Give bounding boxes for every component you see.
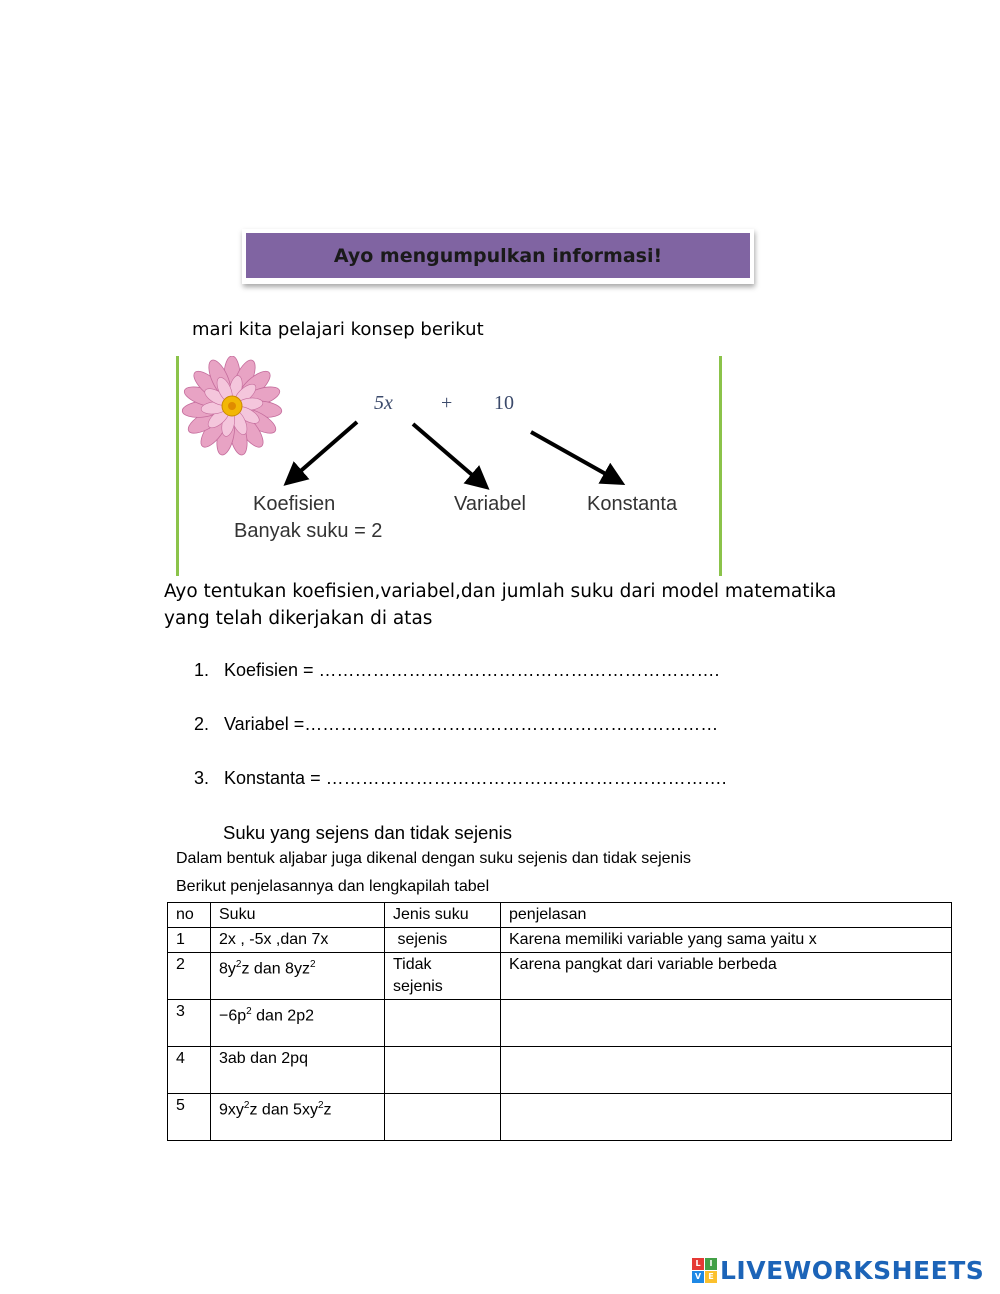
- header-no: no: [168, 903, 211, 928]
- cell-jenis-input[interactable]: [385, 1047, 501, 1094]
- section-heading: Suku yang sejens dan tidak sejenis: [223, 822, 512, 843]
- cell-penjelasan-input[interactable]: [501, 1000, 952, 1047]
- label-banyak-suku: Banyak suku = 2: [234, 520, 383, 542]
- cell-penjelasan: Karena memiliki variable yang sama yaitu x: [501, 928, 952, 953]
- cell-penjelasan-input[interactable]: [501, 1047, 952, 1094]
- cell-jenis-input[interactable]: [385, 1094, 501, 1141]
- arrow-variabel: [413, 424, 485, 486]
- arrow-konstanta: [531, 432, 620, 482]
- table-row: [168, 928, 952, 953]
- table-header-row: [168, 903, 952, 928]
- expr-term: 5x: [374, 392, 393, 414]
- cell-no: 5: [168, 1094, 211, 1141]
- question-variabel: [194, 714, 718, 735]
- liveworksheets-logo[interactable]: [692, 1255, 984, 1285]
- question-konstanta: [194, 768, 727, 789]
- diagram-arrows: [176, 356, 718, 578]
- cell-suku: $9xy^2z$ dan $5xy^2z$: [211, 1094, 385, 1141]
- cell-suku: $-6p^2$ dan 2p2: [211, 1000, 385, 1047]
- question-text[interactable]: Variabel =……………………………………………………………: [224, 714, 719, 734]
- expr-plus: +: [441, 392, 453, 414]
- cell-jenis-input[interactable]: [385, 1000, 501, 1047]
- table-row: [168, 1094, 952, 1141]
- section-paragraph-1: Dalam bentuk aljabar juga dikenal dengan suku sejenis dan tidak sejenis: [176, 850, 691, 867]
- question-text[interactable]: Koefisien = ………………………………………………………….: [224, 660, 720, 680]
- question-number: 3.: [194, 768, 210, 788]
- table-row: [168, 953, 952, 1000]
- expr-const: 10: [494, 392, 514, 414]
- task-line-2: yang telah dikerjakan di atas: [164, 608, 433, 629]
- table-row: [168, 1000, 952, 1047]
- cell-penjelasan-input[interactable]: [501, 1094, 952, 1141]
- concept-diagram: [176, 356, 718, 578]
- question-number: 1.: [194, 660, 210, 680]
- cell-suku: $8y^2z$ dan $8yz^2$: [211, 953, 385, 1000]
- question-text[interactable]: Konstanta = ………………………………………………………….: [224, 768, 727, 788]
- banner-title: Ayo mengumpulkan informasi!: [246, 233, 750, 278]
- arrow-koefisien: [288, 422, 357, 482]
- header-jenis: Jenis suku: [385, 903, 501, 928]
- label-koefisien: Koefisien: [253, 493, 336, 515]
- cell-no: 1: [168, 928, 211, 953]
- cell-no: 4: [168, 1047, 211, 1094]
- intro-text: mari kita pelajari konsep berikut: [192, 319, 484, 340]
- table-row: [168, 1047, 952, 1094]
- cell-jenis: sejenis: [385, 928, 501, 953]
- cell-no: 2: [168, 953, 211, 1000]
- cell-no: 3: [168, 1000, 211, 1047]
- liveworksheets-wordmark: LIVEWORKSHEETS: [720, 1255, 985, 1285]
- task-line-1: Ayo tentukan koefisien,variabel,dan jumlah suku dari model matematika: [164, 581, 837, 602]
- header-suku: Suku: [211, 903, 385, 928]
- cell-suku: 2x , -5x ,dan 7x: [211, 928, 385, 953]
- liveworksheets-logo-icon: L I V E: [692, 1258, 717, 1283]
- question-number: 2.: [194, 714, 210, 734]
- task-text: [164, 578, 864, 632]
- label-variabel: Variabel: [454, 493, 526, 515]
- label-konstanta: Konstanta: [587, 493, 678, 515]
- question-koefisien: [194, 660, 720, 681]
- cell-penjelasan: Karena pangkat dari variable berbeda: [501, 953, 952, 1000]
- cell-jenis: Tidak sejenis: [385, 953, 501, 1000]
- section-paragraph-2: Berikut penjelasannya dan lengkapilah tabel: [176, 878, 490, 895]
- banner: [242, 229, 754, 284]
- suku-table: [167, 902, 952, 1141]
- cell-suku: 3ab dan 2pq: [211, 1047, 385, 1094]
- header-penjelasan: penjelasan: [501, 903, 952, 928]
